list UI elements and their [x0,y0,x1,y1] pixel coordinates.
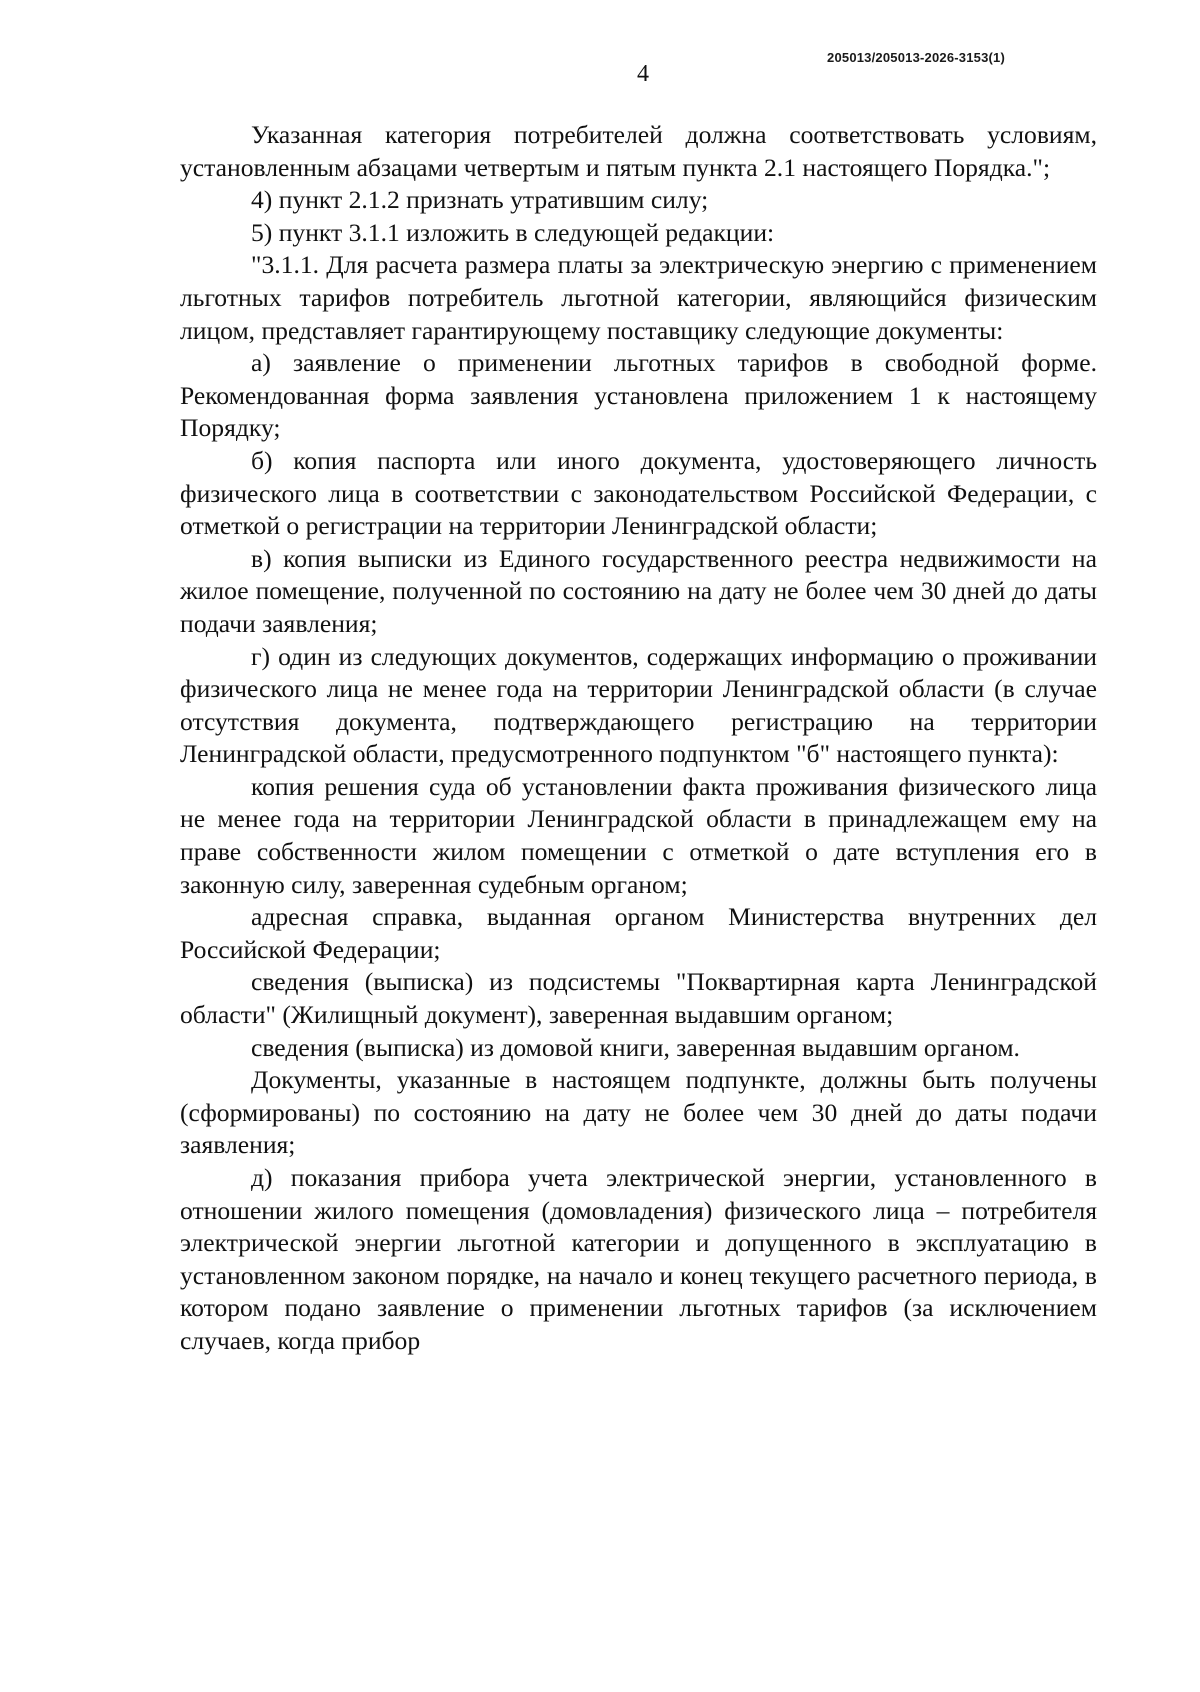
paragraph-address-certificate: адресная справка, выданная органом Министерства внутренних дел Российской Федерации; [180,902,1097,964]
paragraph-b: б) копия паспорта или иного документа, удостоверяющего личность физического лица в соответствии с законодательством Российской Федерации, с отметкой о регистрации на территории Ленинградской области; [180,445,1097,541]
paragraph-v: в) копия выписки из Единого государственного реестра недвижимости на жилое помещение, полученной по состоянию на дату не более чем 30 дней до даты подачи заявления; [180,543,1097,638]
paragraph-documents-validity: Документы, указанные в настоящем подпункте, должны быть получены (сформированы) по состоянию на дату не более чем 30 дней до даты подачи заявления; [180,1065,1097,1160]
paragraph-item-4: 4) пункт 2.1.2 признать утратившим силу; [251,185,709,215]
paragraph-3-1-1: "3.1.1. Для расчета размера платы за электрическую энергию с применением льготных тарифов потребитель льготной категории, являющийся физическим лицом, представляет гарантирующему поставщику следующие документы: [180,250,1097,345]
document-id: 205013/205013-2026-3153(1) [827,50,1005,65]
paragraph-court-decision: копия решения суда об установлении факта проживания физического лица не менее года на территории Ленинградской области в принадлежащем ему на праве собственности жилом помещении с отметкой о дате вступления его в законную силу, заверенная судебным органом; [180,771,1097,899]
page-number: 4 [637,61,649,87]
paragraph-apartment-card: сведения (выписка) из подсистемы "Поквартирная карта Ленинградской области" (Жилищный документ), заверенная выдавшим органом; [180,967,1097,1030]
paragraph-house-book: сведения (выписка) из домовой книги, заверенная выдавшим органом. [251,1032,1020,1062]
document-body [180,119,1097,1358]
paragraph-category-conditions: Указанная категория потребителей должна соответствовать условиям, установленным абзацами четвертым и пятым пункта 2.1 настоящего Порядка."; [180,120,1097,182]
paragraph-g: г) один из следующих документов, содержащих информацию о проживании физического лица не менее года на территории Ленинградской области (в случае отсутствия документа, подтверждающего регистрацию на территории Ленинградской области, предусмотренного подпунктом "б" настоящего пункта): [180,641,1097,769]
paragraph-item-5: 5) пункт 3.1.1 изложить в следующей редакции: [251,217,775,247]
paragraph-a: а) заявление о применении льготных тарифов в свободной форме. Рекомендованная форма заявления установлена приложением 1 к настоящему Порядку; [180,348,1097,443]
paragraph-d: д) показания прибора учета электрической энергии, установленного в отношении жилого помещения (домовладения) физического лица – потребителя электрической энергии льготной категории и допущенного в эксплуатацию в установленном законом порядке, на начало и конец текущего расчетного периода, в котором подано заявление о применении льготных тарифов (за исключением случаев, когда прибор [180,1163,1097,1355]
